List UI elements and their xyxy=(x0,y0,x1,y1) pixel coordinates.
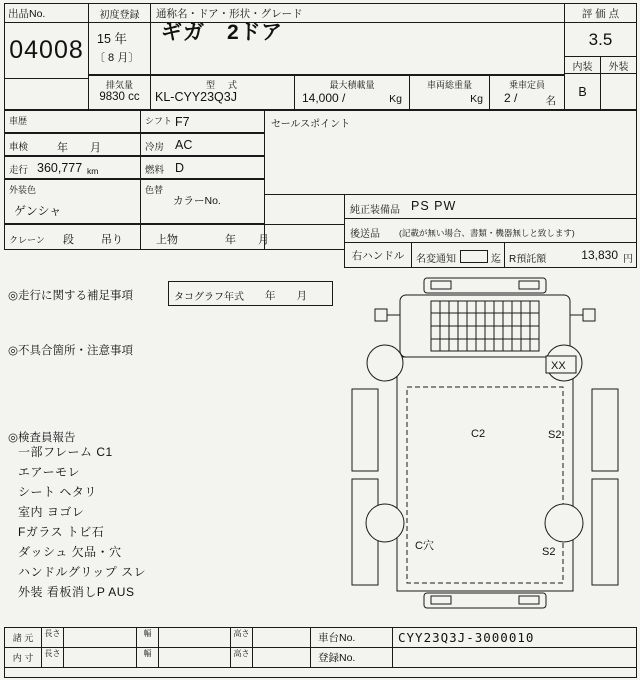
chassis-number: CYY23Q3J-3000010 xyxy=(392,627,637,648)
capacity-value: 2 / xyxy=(504,91,518,105)
footer-bottom-strip xyxy=(4,667,637,678)
inspector-report-item: 外装 看板消しP AUS xyxy=(18,585,135,599)
crane-stage-label: 段 xyxy=(63,234,74,246)
interior-exterior-box xyxy=(564,56,637,110)
height-label: 高さ xyxy=(230,627,253,648)
front-left-wheel xyxy=(367,345,403,381)
exterior-color-value: ゲンシャ xyxy=(14,204,62,218)
inner-width-value-cell xyxy=(158,647,231,668)
capacity-label: 乗車定員 xyxy=(508,80,545,90)
body-date: 年 月 xyxy=(225,234,269,246)
registration-number xyxy=(392,647,637,668)
deposit-label: R預託額 xyxy=(509,254,547,265)
empty-cell xyxy=(264,194,345,250)
exterior-color-label: 外装色 xyxy=(9,185,37,195)
capacity-cell xyxy=(489,75,565,110)
vehicle-name: ギガ 2ドア xyxy=(161,21,284,44)
defect-heading: ◎不具合箇所・注意事項 xyxy=(8,345,134,357)
model-code-cell xyxy=(150,75,295,110)
equipment-value: PS PW xyxy=(411,199,457,213)
max-load-label: 最大積載量 xyxy=(329,80,375,90)
first-registration-year: 15 年 xyxy=(97,32,127,46)
color-no-label: カラーNo. xyxy=(173,195,221,207)
history-label: 車歴 xyxy=(9,116,28,126)
mileage-label: 走行 xyxy=(9,165,29,176)
yen-label: 円 xyxy=(623,254,633,265)
tachograph-box xyxy=(168,281,333,306)
defect-mark: S2 xyxy=(542,546,556,558)
fuel-cell xyxy=(140,156,265,179)
consign-label: 後送品 xyxy=(350,229,380,240)
exterior-color-cell xyxy=(4,179,141,224)
name-change-date-box xyxy=(460,250,488,263)
consign-note: (記載が無い場合、書類・機器無しと致します) xyxy=(399,228,575,238)
inner-height-value-cell xyxy=(252,647,311,668)
defect-mark: XX xyxy=(551,360,566,372)
chassis-label: 車台No. xyxy=(310,627,393,648)
lot-number-label: 出品No. xyxy=(5,4,88,23)
left-front-gate xyxy=(352,389,378,471)
shift-value: F7 xyxy=(175,115,190,129)
exterior-label: 外装 xyxy=(601,57,636,74)
cargo-bed xyxy=(407,387,563,583)
inner-width-label: 幅 xyxy=(136,647,159,668)
right-rear-gate xyxy=(592,479,618,585)
deposit-cell xyxy=(504,242,637,268)
gvw-cell xyxy=(409,75,490,110)
rear-bumper xyxy=(424,593,546,608)
fuel-label: 燃料 xyxy=(145,165,165,176)
tachograph-date: 年 月 xyxy=(265,290,307,302)
interior-label: 内装 xyxy=(565,57,601,74)
length-label: 長さ xyxy=(41,627,64,648)
right-mirror-icon xyxy=(583,309,595,321)
until-label: 迄 xyxy=(491,254,501,265)
inspector-report-item: Fガラス トビ石 xyxy=(18,525,105,539)
rear-right-wheel xyxy=(545,504,583,542)
inspector-report-item: エアーモレ xyxy=(18,465,81,479)
inspection-date: 年 月 xyxy=(57,142,101,154)
inspector-heading: ◎検査員報告 xyxy=(8,432,76,444)
handle-cell: 右ハンドル xyxy=(344,242,412,268)
length-value-cell xyxy=(63,627,137,648)
registration-label: 登録No. xyxy=(310,647,393,668)
inner-length-label: 長さ xyxy=(41,647,64,668)
color-change-label: 色替 xyxy=(145,185,164,195)
width-label: 幅 xyxy=(136,627,159,648)
deposit-amount: 13,830 xyxy=(581,248,618,262)
defect-mark: C2 xyxy=(471,428,486,440)
first-registration-label: 初度登録 xyxy=(89,4,150,23)
height-value-cell xyxy=(252,627,311,648)
left-mirror-icon xyxy=(375,309,387,321)
history-cell xyxy=(4,110,141,133)
capacity-unit: 名 xyxy=(545,95,556,107)
gvw-unit: Kg xyxy=(470,93,483,105)
equipment-cell xyxy=(344,194,637,219)
inspector-report-item: ダッシュ 欠品・穴 xyxy=(18,545,122,559)
vehicle-diagram xyxy=(345,271,635,623)
inspection-label: 車検 xyxy=(9,142,29,153)
tachograph-label: タコグラフ年式 xyxy=(174,292,244,303)
inspector-report-list xyxy=(18,443,328,603)
crane-cell xyxy=(4,224,141,250)
fuel-value: D xyxy=(175,161,185,175)
consign-cell xyxy=(344,218,637,243)
model-code-label: 型 式 xyxy=(205,80,239,90)
right-front-gate xyxy=(592,389,618,471)
lot-number-box xyxy=(4,3,89,110)
width-value-cell xyxy=(158,627,231,648)
inner-height-label: 高さ xyxy=(230,647,253,668)
gvw-label: 車両総重量 xyxy=(426,80,472,90)
inner-row-label: 内 寸 xyxy=(4,647,42,668)
first-registration-box xyxy=(88,3,151,75)
equipment-label: 純正装備品 xyxy=(350,205,400,216)
mileage-note-heading: ◎走行に関する補足事項 xyxy=(8,290,134,302)
interior-grade: B xyxy=(565,74,601,109)
inspector-report-item: 一部フレーム C1 xyxy=(18,445,113,459)
sales-point-label: セールスポイント xyxy=(271,119,351,130)
spec-row-label: 諸 元 xyxy=(4,627,42,648)
score-label: 評 価 点 xyxy=(565,4,636,23)
inspection-cell xyxy=(4,133,141,156)
vehicle-name-header: 通称名・ドア・形状・グレード xyxy=(151,4,564,23)
max-load-cell xyxy=(294,75,410,110)
color-change-cell xyxy=(140,179,265,224)
aircon-cell xyxy=(140,133,265,156)
shift-cell xyxy=(140,110,265,133)
inspector-report-item: ハンドルグリップ スレ xyxy=(18,565,147,579)
first-registration-month: 〔 8 月〕 xyxy=(94,52,140,64)
aircon-label: 冷房 xyxy=(145,142,165,153)
inspector-report-item: 室内 ヨゴレ xyxy=(18,505,85,519)
model-code-value: KL-CYY23Q3J xyxy=(155,90,237,104)
shift-label: シフト xyxy=(145,116,173,126)
displacement-value: 9830 cc xyxy=(99,91,140,103)
displacement-label: 排気量 xyxy=(105,80,133,90)
mileage-cell xyxy=(4,156,141,179)
crane-label: クレーン xyxy=(9,235,45,245)
name-change-cell xyxy=(411,242,505,268)
sales-point-box xyxy=(264,110,637,195)
mileage-unit: km xyxy=(87,166,99,176)
rear-left-wheel xyxy=(366,504,404,542)
displacement-cell xyxy=(88,75,151,110)
inner-length-value-cell xyxy=(63,647,137,668)
mileage-value: 360,777 xyxy=(37,161,83,175)
defect-mark: C穴 xyxy=(415,540,434,552)
aircon-value: AC xyxy=(175,138,193,152)
exterior-grade xyxy=(601,74,636,109)
lot-number: 04008 xyxy=(5,23,88,79)
score-value: 3.5 xyxy=(588,29,613,49)
max-load-value: 14,000 / xyxy=(302,91,346,105)
inspector-report-item: シート ヘタリ xyxy=(18,485,97,499)
vehicle-name-box xyxy=(150,3,565,75)
defect-mark: S2 xyxy=(548,429,562,441)
body-label: 上物 xyxy=(156,234,178,246)
score-box xyxy=(564,3,637,57)
max-load-unit: Kg xyxy=(389,93,402,105)
crane-hoist-label: 吊り xyxy=(101,234,123,246)
front-bumper xyxy=(424,278,546,293)
name-change-label: 名変通知 xyxy=(416,254,456,265)
